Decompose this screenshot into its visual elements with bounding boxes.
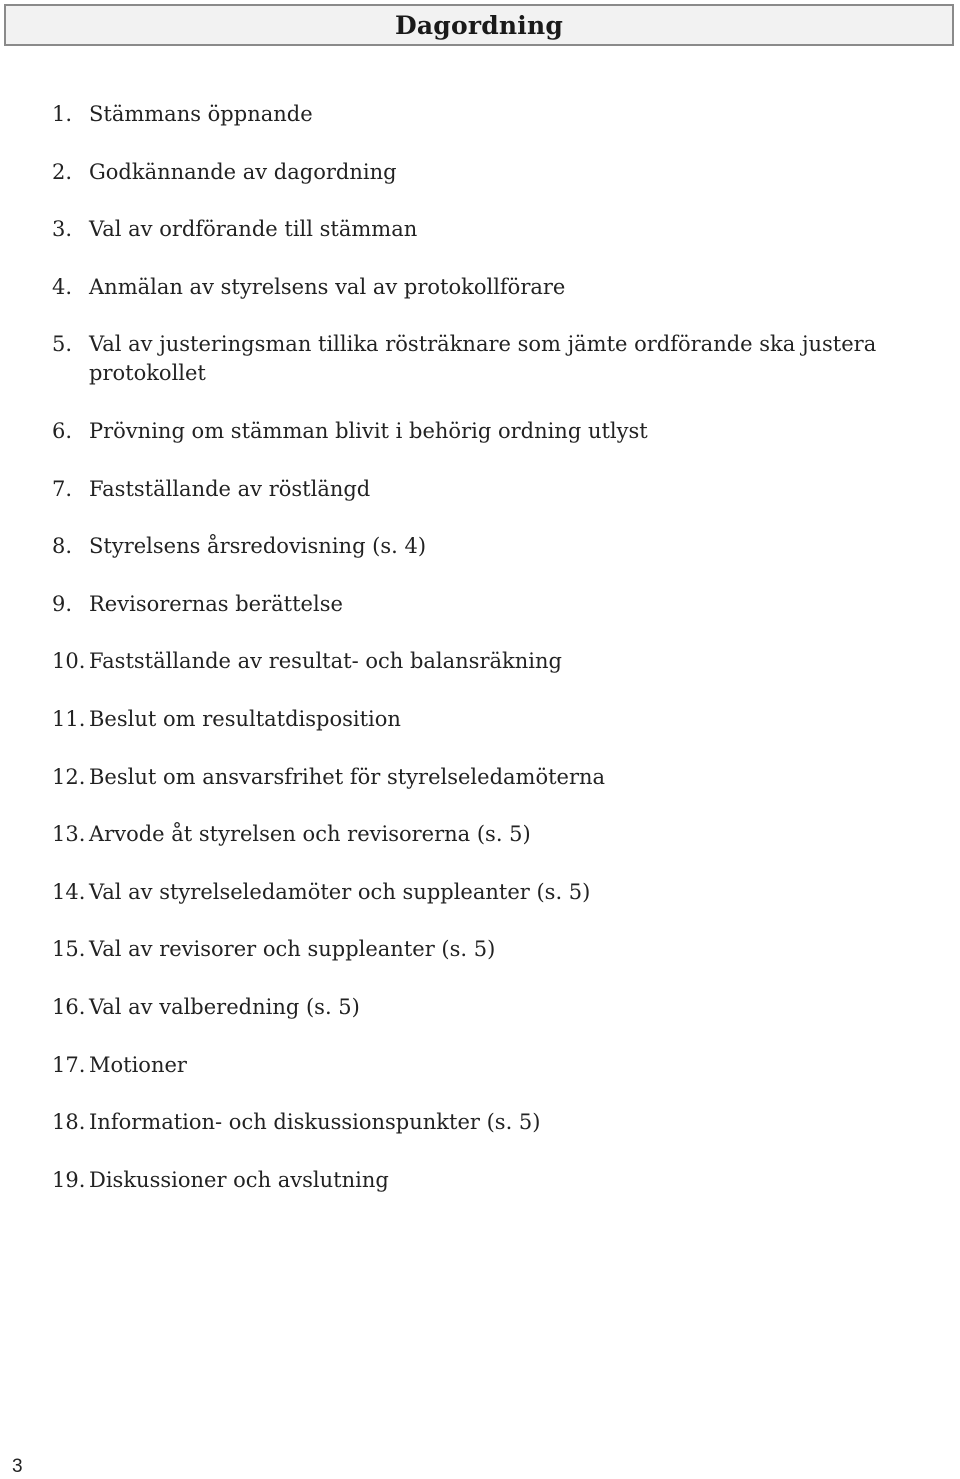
agenda-item	[0, 590, 960, 619]
agenda-item-number: 15.	[52, 937, 86, 962]
agenda-item-text: Val av valberedning (s. 5)	[89, 994, 360, 1019]
agenda-item	[0, 820, 960, 849]
agenda-item-text: Diskussioner och avslutning	[89, 1167, 389, 1192]
agenda-item-number: 18.	[52, 1110, 86, 1135]
agenda-item-text: Beslut om resultatdisposition	[89, 706, 401, 731]
agenda-item	[0, 647, 960, 676]
agenda-item-text: Prövning om stämman blivit i behörig ordning utlyst	[89, 418, 648, 443]
agenda-item-number: 4.	[52, 274, 73, 299]
agenda-item-text: Information- och diskussionspunkter (s. 5)	[89, 1110, 541, 1135]
agenda-item-number: 3.	[52, 217, 73, 242]
agenda-item	[0, 878, 960, 907]
agenda-item	[0, 1108, 960, 1137]
agenda-item	[0, 763, 960, 792]
agenda-item	[0, 1051, 960, 1080]
agenda-item-number: 16.	[52, 994, 86, 1019]
agenda-item-text: Stämmans öppnande	[89, 102, 313, 126]
agenda-item-text: Styrelsens årsredovisning (s. 4)	[89, 534, 427, 559]
page-number: 3	[12, 1456, 23, 1477]
agenda-item	[0, 532, 960, 561]
agenda-item	[0, 158, 960, 187]
agenda-item-text: Motioner	[89, 1052, 187, 1077]
agenda-item	[0, 935, 960, 964]
agenda-item	[0, 475, 960, 504]
agenda-item-number: 7.	[52, 476, 73, 501]
agenda-item-number: 9.	[52, 591, 73, 616]
agenda-item-number: 1.	[52, 102, 73, 126]
agenda-item-number: 8.	[52, 534, 73, 559]
agenda-item	[0, 273, 960, 302]
agenda-item-number: 17.	[52, 1052, 86, 1077]
agenda-item-number: 19.	[52, 1167, 86, 1192]
agenda-item	[0, 417, 960, 446]
agenda-item-text: Val av justeringsman tillika rösträknare som jämte ordförande ska justera protokollet	[89, 332, 877, 386]
agenda-item-text: Beslut om ansvarsfrihet för styrelseledamöterna	[89, 764, 606, 789]
agenda-item-text: Val av styrelseledamöter och suppleanter (s. 5)	[89, 879, 591, 904]
agenda-item-number: 12.	[52, 764, 86, 789]
title-box	[4, 4, 954, 46]
agenda-item	[0, 330, 960, 388]
agenda-item	[0, 705, 960, 734]
agenda-item-text: Fastställande av röstlängd	[89, 476, 371, 501]
agenda-item-number: 11.	[52, 706, 86, 731]
page-title: Dagordning	[394, 10, 563, 40]
agenda-item-text: Arvode åt styrelsen och revisorerna (s. 5)	[89, 822, 531, 847]
agenda-item-number: 2.	[52, 159, 73, 184]
agenda-item-text: Val av revisorer och suppleanter (s. 5)	[89, 937, 496, 962]
agenda-item-number: 13.	[52, 822, 86, 847]
agenda-item-text: Anmälan av styrelsens val av protokollförare	[89, 274, 566, 299]
agenda-list	[0, 100, 960, 1223]
agenda-item-text: Fastställande av resultat- och balansräkning	[89, 649, 562, 674]
agenda-item-text: Godkännande av dagordning	[89, 159, 397, 184]
agenda-item	[0, 993, 960, 1022]
agenda-item-number: 10.	[52, 649, 86, 674]
agenda-item-number: 5.	[52, 332, 73, 357]
agenda-item-text: Revisorernas berättelse	[89, 591, 343, 616]
agenda-item-text: Val av ordförande till stämman	[89, 217, 418, 242]
agenda-item	[0, 215, 960, 244]
agenda-item	[0, 1166, 960, 1195]
agenda-item	[0, 100, 960, 129]
agenda-item-number: 6.	[52, 418, 73, 443]
agenda-item-number: 14.	[52, 879, 86, 904]
